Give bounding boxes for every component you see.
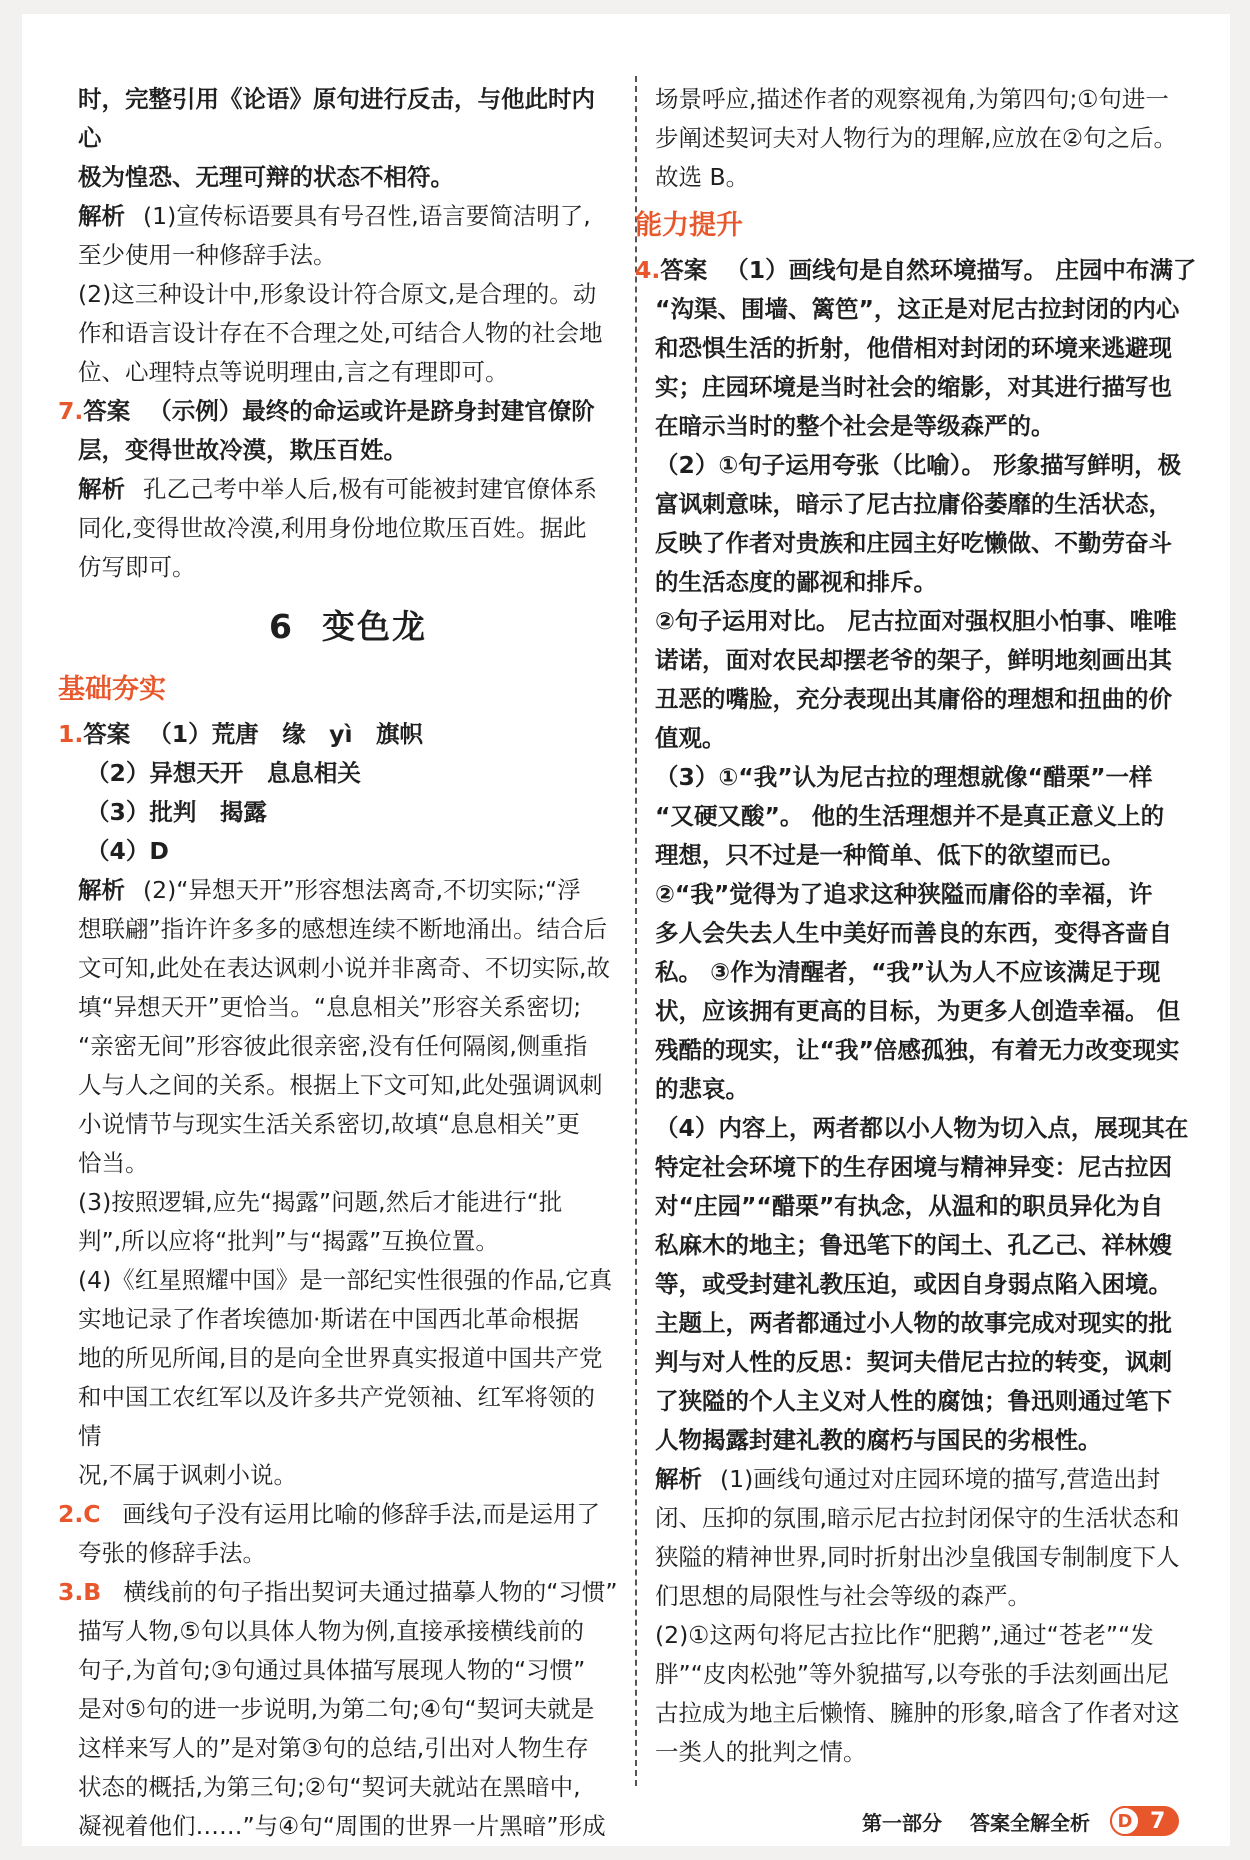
text-line: 一类人的批判之情。 [655, 1738, 867, 1766]
text-line: （2）异想天开 息息相关 [86, 759, 361, 787]
answer-q4: 4.答案 （1）画线句是自然环境描写。 庄园中布满了 [635, 256, 1197, 284]
text-line: 场景呼应,描述作者的观察视角,为第四句;①句进一 [655, 85, 1169, 113]
text-line: 狭隘的精神世界,同时折射出沙皇俄国专制制度下人 [655, 1543, 1180, 1571]
text-line: 极为惶恐、无理可辩的状态不相符。 [78, 163, 454, 191]
text-line: 人物揭露封建礼教的腐朽与国民的劣根性。 [655, 1426, 1102, 1454]
question-number: 4. [635, 256, 661, 284]
text-line: （4）D [86, 837, 169, 865]
footer-title: 答案全解全析 [970, 1810, 1090, 1835]
text-line: 私。 ③作为清醒者，“我”认为人不应该满足于现 [655, 958, 1161, 986]
text-line: （2）①句子运用夸张（比喻）。 形象描写鲜明，极 [655, 451, 1182, 479]
footer-part: 第一部分 [862, 1810, 942, 1835]
text-line: 地的所见所闻,目的是向全世界真实报道中国共产党 [78, 1344, 603, 1372]
section-title: 基础夯实 [58, 674, 166, 705]
question-number: 2.C [58, 1500, 101, 1528]
text-line: “又硬又酸”。 他的生活理想并不是真正意义上的 [655, 802, 1165, 830]
text-line: 反映了作者对贵族和庄园主好吃懒做、不勤劳奋斗 [655, 529, 1172, 557]
analysis-q4: 解析 (1)画线句通过对庄园环境的描写,营造出封 [655, 1465, 1161, 1493]
right-column [635, 80, 1218, 1772]
text-line: 的悲哀。 [655, 1075, 749, 1103]
text-line: 句子,为首句;③句通过具体描写展现人物的“习惯” [78, 1656, 586, 1684]
text-line: 位、心理特点等说明理由,言之有理即可。 [78, 358, 509, 386]
text-line: 判与对人性的反思：契诃夫借尼古拉的转变，讽刺 [655, 1348, 1172, 1376]
answer-label: 答案 [83, 720, 131, 748]
text-line: （3）批判 揭露 [86, 798, 267, 826]
text-line: (4)《红星照耀中国》是一部纪实性很强的作品,它真 [78, 1266, 613, 1294]
text-line: 残酷的现实，让“我”倍感孤独，有着无力改变现实 [655, 1036, 1180, 1064]
text-line: “亲密无间”形容彼此很亲密,没有任何隔阂,侧重指 [78, 1032, 588, 1060]
analysis-label: 解析 [78, 475, 125, 503]
text-line: 仿写即可。 [78, 553, 196, 581]
text-line: 故选 B。 [655, 163, 750, 191]
text-line: 私麻木的地主；鲁迅笔下的闰土、孔乙己、祥林嫂 [655, 1231, 1172, 1259]
question-number: 1. [58, 720, 84, 748]
text-line: 同化,变得世故冷漠,利用身份地位欺压百姓。据此 [78, 514, 587, 542]
text-line: 时，完整引用《论语》原句进行反击，与他此时内心 [78, 85, 595, 152]
chapter-title [78, 593, 618, 661]
text-line: 判”,所以应将“批判”与“揭露”互换位置。 [78, 1227, 499, 1255]
text-line: 了狭隘的个人主义对人性的腐蚀；鲁迅则通过笔下 [655, 1387, 1172, 1415]
text-line: 人与人之间的关系。根据上下文可知,此处强调讽刺 [78, 1071, 603, 1099]
badge-letter: D [1110, 1806, 1140, 1836]
text-line: 等，或受封建礼教压迫，或因自身弱点陷入困境。 [655, 1270, 1172, 1298]
text-line: 步阐述契诃夫对人物行为的理解,应放在②句之后。 [655, 124, 1178, 152]
analysis-q6: 解析 (1)宣传标语要具有号召性,语言要简洁明了, [78, 202, 591, 230]
text-line: “沟渠、围墙、篱笆”，这正是对尼古拉封闭的内心 [655, 295, 1180, 323]
analysis-label: 解析 [78, 202, 125, 230]
answer-q7: 7.答案 （示例）最终的命运或许是跻身封建官僚阶 [58, 397, 595, 425]
text-line: 作和语言设计存在不合理之处,可结合人物的社会地 [78, 319, 603, 347]
analysis-q7: 解析 孔乙己考中举人后,极有可能被封建官僚体系 [78, 475, 597, 503]
text-line: （4）内容上，两者都以小人物为切入点，展现其在 [655, 1114, 1189, 1142]
text-line: 闭、压抑的氛围,暗示尼古拉封闭保守的生活状态和 [655, 1504, 1180, 1532]
analysis-label: 解析 [78, 876, 125, 904]
section-title: 能力提升 [635, 210, 743, 241]
text-line: 和恐惧生活的折射，他借相对封闭的环境来逃避现 [655, 334, 1172, 362]
page-footer [862, 1804, 1179, 1838]
analysis-label: 解析 [655, 1465, 702, 1493]
column-divider [635, 76, 637, 1786]
text-line: ②句子运用对比。 尼古拉面对强权胆小怕事、唯唯 [655, 607, 1177, 635]
text-line: 至少使用一种修辞手法。 [78, 241, 337, 269]
text-line: 层，变得世故冷漠，欺压百姓。 [78, 436, 407, 464]
text-line: 丑恶的嘴脸，充分表现出其庸俗的理想和扭曲的价 [655, 685, 1172, 713]
question-number: 3.B [58, 1578, 102, 1606]
text-line: （3）①“我”认为尼古拉的理想就像“醋栗”一样 [655, 763, 1153, 791]
text-line: 主题上，两者都通过小人物的故事完成对现实的批 [655, 1309, 1172, 1337]
text-line: 文可知,此处在表达讽刺小说并非离奇、不切实际,故 [78, 954, 610, 982]
text-line: 况,不属于讽刺小说。 [78, 1461, 297, 1489]
question-number: 7. [58, 397, 84, 425]
text-line: 恰当。 [78, 1149, 149, 1177]
text-line: 多人会失去人生中美好而善良的东西，变得吝啬自 [655, 919, 1172, 947]
text-line: 夸张的修辞手法。 [78, 1539, 266, 1567]
page [22, 14, 1230, 1846]
text-line: (2)这三种设计中,形象设计符合原文,是合理的。动 [78, 280, 597, 308]
text-line: 的生活态度的鄙视和排斥。 [655, 568, 937, 596]
text-line: (2)①这两句将尼古拉比作“肥鹅”,通过“苍老”“发 [655, 1621, 1154, 1649]
text-line: 小说情节与现实生活关系密切,故填“息息相关”更 [78, 1110, 580, 1138]
text-line: ②“我”觉得为了追求这种狭隘而庸俗的幸福，许 [655, 880, 1153, 908]
text-line: 描写人物,⑤句以具体人物为例,直接承接横线前的 [78, 1617, 585, 1645]
text-line: 这样来写人的”是对第③句的总结,引出对人物生存 [78, 1734, 589, 1762]
left-column [58, 80, 618, 1846]
text-line: 胖”“皮肉松弛”等外貌描写,以夸张的手法刻画出尼 [655, 1660, 1169, 1688]
text-line: 填“异想天开”更恰当。“息息相关”形容关系密切; [78, 993, 582, 1021]
text-line: (3)按照逻辑,应先“揭露”问题,然后才能进行“批 [78, 1188, 563, 1216]
answer-q2: 2.C 画线句子没有运用比喻的修辞手法,而是运用了 [58, 1500, 601, 1528]
chapter-name: 变色龙 [321, 607, 427, 646]
text-line: 实地记录了作者埃德加·斯诺在中国西北革命根据 [78, 1305, 579, 1333]
text-line: 富讽刺意味，暗示了尼古拉庸俗萎靡的生活状态， [655, 490, 1172, 518]
text-line: 状态的概括,为第三句;②句“契诃夫就站在黑暗中, [78, 1773, 581, 1801]
page-number: 7 [1150, 1808, 1166, 1834]
answer-label: 答案 [660, 256, 708, 284]
text-line: 们思想的局限性与社会等级的森严。 [655, 1582, 1031, 1610]
text-line: 理想，只不过是一种简单、低下的欲望而已。 [655, 841, 1125, 869]
text-line: 特定社会环境下的生存困境与精神异变：尼古拉因 [655, 1153, 1172, 1181]
analysis-q1: 解析 (2)“异想天开”形容想法离奇,不切实际;“浮 [78, 876, 581, 904]
text-line: 古拉成为地主后懒惰、臃肿的形象,暗含了作者对这 [655, 1699, 1180, 1727]
answer-q1: 1.答案 （1）荒唐 缘 yì 旗帜 [58, 720, 424, 748]
text-line: 诺诺，面对农民却摆老爷的架子，鲜明地刻画出其 [655, 646, 1172, 674]
answer-q3: 3.B 横线前的句子指出契诃夫通过描摹人物的“习惯” [58, 1578, 618, 1606]
text-line: 想联翩”指许许多多的感想连续不断地涌出。结合后 [78, 915, 608, 943]
text-line: 和中国工农红军以及许多共产党领袖、红军将领的情 [78, 1383, 595, 1450]
text-line: 实；庄园环境是当时社会的缩影，对其进行描写也 [655, 373, 1172, 401]
text-line: 状，应该拥有更高的目标，为更多人创造幸福。 但 [655, 997, 1181, 1025]
text-line: 凝视着他们……”与④句“周围的世界一片黑暗”形成 [78, 1812, 606, 1840]
text-line: 在暗示当时的整个社会是等级森严的。 [655, 412, 1055, 440]
chapter-number: 6 [269, 607, 294, 646]
text-line: 是对⑤句的进一步说明,为第二句;④句“契诃夫就是 [78, 1695, 595, 1723]
text-line: 对“庄园”“醋栗”有执念，从温和的职员异化为自 [655, 1192, 1164, 1220]
page-badge [1110, 1806, 1179, 1836]
text-line: 值观。 [655, 724, 726, 752]
answer-label: 答案 [83, 397, 131, 425]
